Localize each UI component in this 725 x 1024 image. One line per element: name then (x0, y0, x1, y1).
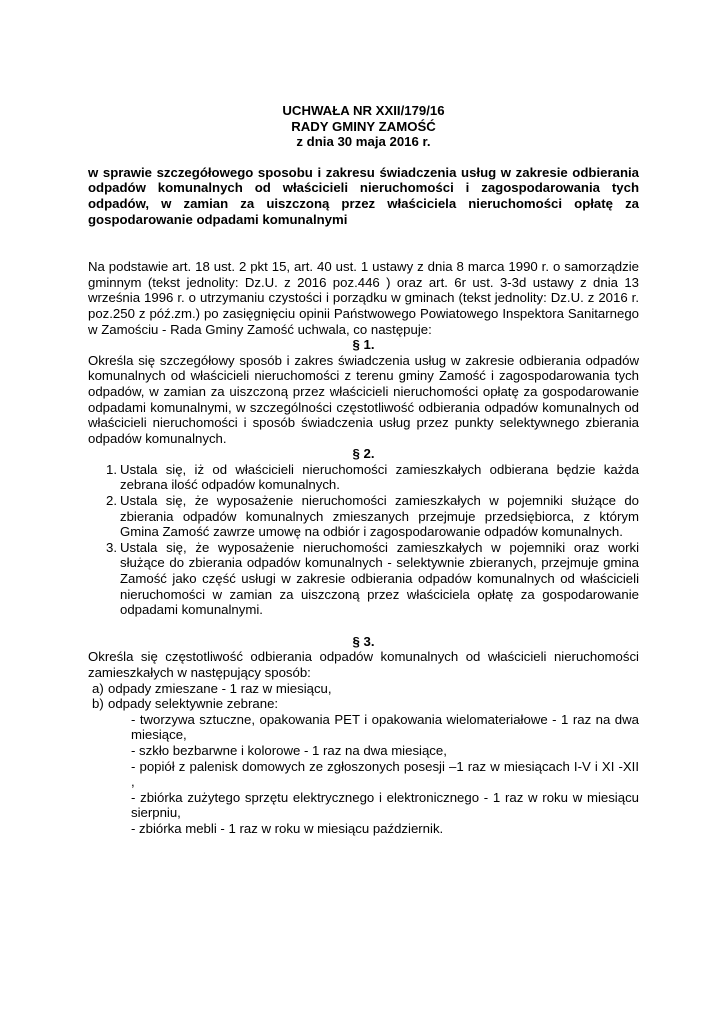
section-3-intro: Określa się częstotliwość odbierania odpadów komunalnych od właścicieli nieruchomości zamieszkałych w następujący sposób: (88, 649, 639, 680)
list-item (88, 462, 639, 493)
section-2-list (88, 462, 639, 618)
sub-item: - szkło bezbarwne i kolorowe - 1 raz na dwa miesiące, (131, 742, 447, 758)
resolution-subject: w sprawie szczegółowego sposobu i zakresu świadczenia usług w zakresie odbierania odpadów komunalnych od właścicieli nieruchomości i zagospodarowania tych odpadów, w zamian za uiszczoną przez właściciela nieruchomości opłatę za gospodarowanie odpadami komunalnymi (88, 164, 639, 227)
list-item-a (88, 681, 639, 697)
item-text: odpady selektywnie zebrane: (108, 696, 279, 712)
resolution-date: z dnia 30 maja 2016 r. (296, 134, 431, 150)
sub-item: - zbiórka zużytego sprzętu elektrycznego i elektronicznego - 1 raz w roku w miesiącu sierpniu, (131, 789, 639, 821)
list-item (88, 540, 639, 618)
section-1-heading: § 1. (352, 337, 375, 353)
sub-item: - popiół z palenisk domowych ze zgłoszonych posesji –1 raz w miesiącach I-V i XI -XII , (131, 758, 639, 790)
section-1-text: Określa się szczegółowy sposób i zakres świadczenia usług w zakresie odbierania odpadów komunalnych od właścicieli nieruchomości z terenu gminy Zamość i zagospodarowania tych odpadów, w zamian za uiszczoną przez właścicieli nieruchomości opłatę za gospodarowanie odpadami komunalnymi, w szczególności częstotliwość odbierania odpadów komunalnych od właścicieli nieruchomości i sposób świadczenia usług przez punkty selektywnego zbierania odpadów komunalnych. (88, 352, 639, 446)
list-item-b (88, 696, 639, 712)
document-page (88, 103, 639, 837)
list-item (88, 493, 639, 540)
item-text: Ustala się, iż od właścicieli nieruchomości zamieszkałych odbierana będzie każda zebrana ilość odpadów komunalnych. (120, 461, 639, 493)
item-text: Ustala się, że wyposażenie nieruchomości zamieszkałych w pojemniki służące do zbierania odpadów komunalnych zmieszanych przejmuje przedsiębiorca, z którym Gmina Zamość zawrze umowę na odbiór i zagospodarowanie odpadów komunalnych. (120, 493, 639, 540)
item-number: 2. (106, 493, 117, 509)
sub-item: - tworzywa sztuczne, opakowania PET i opakowania wielomateriałowe - 1 raz na dwa miesiące, (131, 711, 639, 743)
sub-item: - zbiórka mebli - 1 raz w roku w miesiącu październik. (131, 820, 444, 836)
legal-basis-paragraph: Na podstawie art. 18 ust. 2 pkt 15, art. 40 ust. 1 ustawy z dnia 8 marca 1990 r. o samorządzie gminnym (tekst jednolity: Dz.U. z 2016 poz.446 ) oraz art. 6r ust. 3-3d ustawy z dnia 13 września 1996 r. o utrzymaniu czystości i porządku w gminach (tekst jednolity: Dz.U. z 2016 r. poz.250 z póź.zm.) po zasięgnięciu opinii Państwowego Powiatowego Inspektora Sanitarnego w Zamościu - Rada Gminy Zamość uchwala, co następuje: (88, 259, 639, 337)
item-number: 3. (106, 539, 117, 555)
resolution-number: UCHWAŁA NR XXII/179/16 (282, 103, 445, 118)
item-text: Ustala się, że wyposażenie nieruchomości zamieszkałych w pojemniki oraz worki służące do zbierania odpadów komunalnych - selektywnie zbieranych, przejmuje gmina Zamość jako część usługi w zakresie odbierania odpadów komunalnych od właścicieli nieruchomości w zamian za uiszczoną przez właściciela opłatę za gospodarowanie odpadami komunalnymi. (120, 539, 639, 618)
item-number: 1. (106, 461, 117, 477)
item-text: odpady zmieszane - 1 raz w miesiącu, (108, 680, 332, 696)
section-3-heading: § 3. (352, 633, 375, 649)
council-name: RADY GMINY ZAMOŚĆ (291, 118, 436, 134)
item-letter: b) (92, 696, 104, 712)
section-2-heading: § 2. (352, 446, 375, 462)
item-letter: a) (92, 680, 104, 696)
